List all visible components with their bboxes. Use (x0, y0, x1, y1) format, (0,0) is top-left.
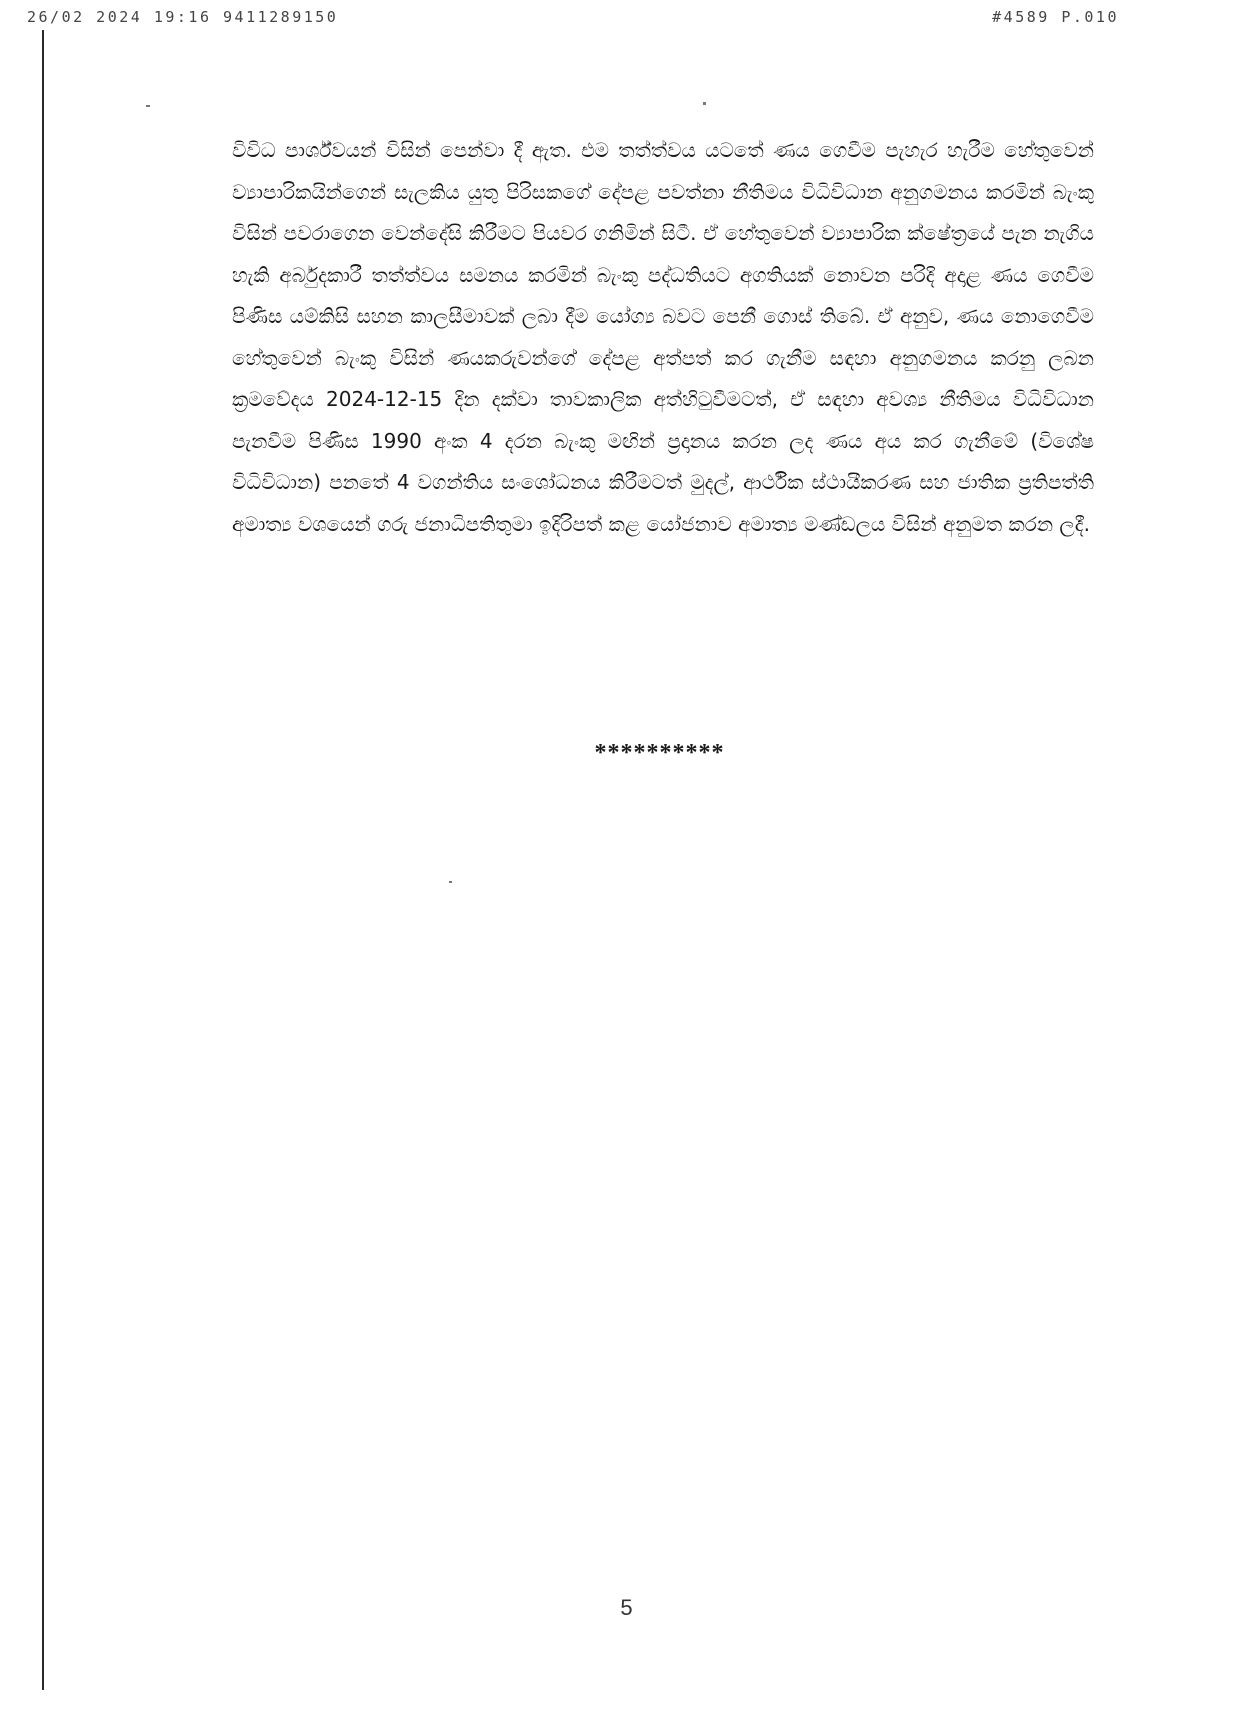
scan-speck (449, 881, 452, 883)
page-number-value: 5 (620, 1595, 633, 1620)
fax-header (27, 8, 1119, 32)
body-paragraph: විවිධ පාර්ශ්වයන් විසින් පෙන්වා දී ඇත. එම තත්ත්වය යටතේ ණය ගෙවීම පැහැර හැරීම හේතුවෙන් ව්‍යාපාරිකයින්ගෙන් සැලකිය යුතු පිරිසකගේ දේපළ පවත්නා නීතිමය විධිවිධාන අනුගමනය කරමින් බැංකු විසින් පවරාගෙන වෙන්දේසි කිරීමට පියවර ගනිමින් සිටී. ඒ හේතුවෙන් ව්‍යාපාරික ක්ෂේත්‍රයේ පැන නැගිය හැකි අර්බුදකාරී තත්ත්වය සමනය කරමින් බැංකු පද්ධතියට අගතියක් නොවන පරිදි අදාළ ණය ගෙවීම පිණිස යම්කිසි සහන කාලසීමාවක් ලබා දීම යෝග්‍ය බවට පෙනී ගොස් තිබේ. ඒ අනුව, ණය නොගෙවීම හේතුවෙන් බැංකු විසින් ණයකරුවන්ගේ දේපළ අත්පත් කර ගැනීම සඳහා අනුගමනය කරනු ලබන ක්‍රමවේදය 2024-12-15 දින දක්වා තාවකාලික අත්හිටුවීමටත්, ඒ සඳහා අවශ්‍ය නීතිමය විධිවිධාන පැනවීම පිණිස 1990 අංක 4 දරන බැංකු මඟින් ප්‍රදානය කරන ලද ණය අය කර ගැනීමේ (විශේෂ විධිවිධාන) පනතේ 4 වගන්තිය සංශෝධනය කිරීමටත් මුදල්, ආර්ථික ස්ථායීකරණ සහ ජාතික ප්‍රතිපත්ති අමාත්‍ය වශයෙන් ගරු ජනාධිපතිතුමා ඉදිරිපත් කළ යෝජනාව අමාත්‍ය මණ්ඩලය විසින් අනුමත කරන ලදී. (232, 138, 1094, 536)
fax-header-timestamp: 26/02 2024 19:16 9411289150 (27, 8, 339, 26)
page-number (0, 1595, 1239, 1621)
left-margin-line (42, 30, 44, 1690)
scan-speck (703, 102, 706, 105)
section-separator (0, 740, 1239, 767)
separator-asterisks: ********** (594, 740, 725, 766)
fax-header-page-ref: #4589 P.010 (992, 8, 1119, 26)
scan-speck (146, 105, 150, 107)
